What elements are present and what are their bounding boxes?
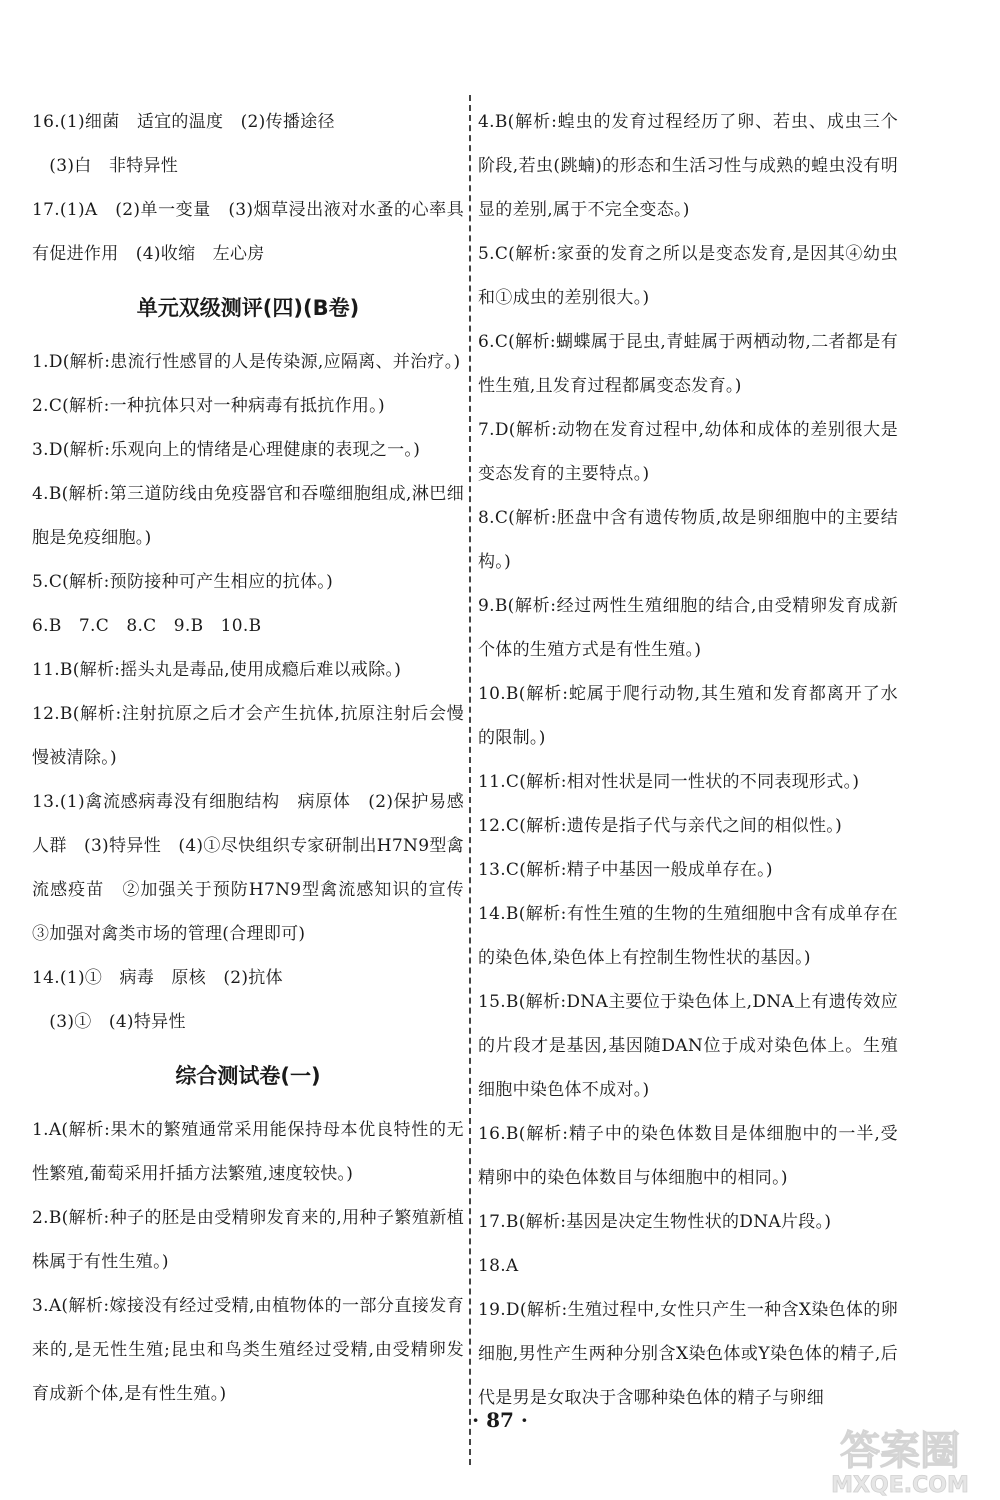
column-divider bbox=[469, 95, 471, 1465]
answer-item: 14.(1)① 病毒 原核 (2)抗体 bbox=[32, 968, 283, 988]
answer-item: (3)① (4)特异性 bbox=[32, 1012, 186, 1032]
left-column bbox=[32, 100, 482, 1416]
right-column bbox=[478, 100, 898, 1420]
answer-item: 9.B(解析:经过两性生殖细胞的结合,由受精卵发育成新个体的生殖方式是有性生殖。) bbox=[478, 596, 898, 660]
answer-item: 5.C(解析:家蚕的发育之所以是变态发育,是因其④幼虫和①成虫的差别很大。) bbox=[478, 244, 898, 308]
watermark-logo bbox=[805, 1420, 995, 1498]
answer-item: 5.C(解析:预防接种可产生相应的抗体。) bbox=[32, 572, 334, 592]
section-heading: 综合测试卷(一) bbox=[175, 1064, 321, 1088]
section-heading: 单元双级测评(四)(B卷) bbox=[136, 296, 360, 320]
answer-item: 6.B 7.C 8.C 9.B 10.B bbox=[32, 616, 262, 636]
answer-item: 11.C(解析:相对性状是同一性状的不同表现形式。) bbox=[478, 772, 860, 792]
answer-item: 19.D(解析:生殖过程中,女性只产生一种含X染色体的卵细胞,男性产生两种分别含X染色体或Y染色体的精子,后代是男是女取决于含哪种染色体的精子与卵细 bbox=[478, 1300, 898, 1408]
answer-item: 16.B(解析:精子中的染色体数目是体细胞中的一半,受精卵中的染色体数目与体细胞中的相同。) bbox=[478, 1124, 898, 1188]
answer-item: 17.(1)A (2)单一变量 (3)烟草浸出液对水蚤的心率具有促进作用 (4)收缩 左心房 bbox=[32, 200, 464, 264]
answer-item: 15.B(解析:DNA主要位于染色体上,DNA上有遗传效应的片段才是基因,基因随DAN位于成对染色体上。生殖细胞中染色体不成对。) bbox=[478, 992, 898, 1100]
answer-item: 1.D(解析:患流行性感冒的人是传染源,应隔离、并治疗。) bbox=[32, 352, 461, 372]
answer-item: 14.B(解析:有性生殖的生物的生殖细胞中含有成单存在的染色体,染色体上有控制生物性状的基因。) bbox=[478, 904, 898, 968]
answer-item: 4.B(解析:蝗虫的发育过程经历了卵、若虫、成虫三个阶段,若虫(跳蝻)的形态和生活习性与成熟的蝗虫没有明显的差别,属于不完全变态。) bbox=[478, 112, 898, 220]
answer-item: 3.D(解析:乐观向上的情绪是心理健康的表现之一。) bbox=[32, 440, 421, 460]
answer-item: 8.C(解析:胚盘中含有遗传物质,故是卵细胞中的主要结构。) bbox=[478, 508, 898, 572]
answer-item: 10.B(解析:蛇属于爬行动物,其生殖和发育都离开了水的限制。) bbox=[478, 684, 898, 748]
answer-item: 13.(1)禽流感病毒没有细胞结构 病原体 (2)保护易感人群 (3)特异性 (4)①尽快组织专家研制出H7N9型禽流感疫苗 ②加强关于预防H7N9型禽流感知识的宣传 ③加强对禽类市场的管理(合理即可) bbox=[32, 792, 482, 944]
answer-item: 7.D(解析:动物在发育过程中,幼体和成体的差别很大是变态发育的主要特点。) bbox=[478, 420, 898, 484]
answer-item: 12.C(解析:遗传是指子代与亲代之间的相似性。) bbox=[478, 816, 843, 836]
answer-item: 11.B(解析:摇头丸是毒品,使用成瘾后难以戒除。) bbox=[32, 660, 402, 680]
page-number: · 87 · bbox=[472, 1408, 528, 1432]
answer-item: 12.B(解析:注射抗原之后才会产生抗体,抗原注射后会慢慢被清除。) bbox=[32, 704, 464, 768]
svg-text:答案圈: 答案圈 bbox=[840, 1428, 960, 1474]
answer-item: 1.A(解析:果木的繁殖通常采用能保持母本优良特性的无性繁殖,葡萄采用扦插方法繁殖,速度较快。) bbox=[32, 1120, 464, 1184]
answer-item: 18.A bbox=[478, 1256, 519, 1276]
answer-item: (3)白 非特异性 bbox=[32, 156, 179, 176]
svg-text:MXQE.COM: MXQE.COM bbox=[831, 1473, 969, 1498]
answer-item: 3.A(解析:嫁接没有经过受精,由植物体的一部分直接发育来的,是无性生殖;昆虫和鸟类生殖经过受精,由受精卵发育成新个体,是有性生殖。) bbox=[32, 1296, 464, 1404]
answer-item: 4.B(解析:第三道防线由免疫器官和吞噬细胞组成,淋巴细胞是免疫细胞。) bbox=[32, 484, 464, 548]
answer-item: 6.C(解析:蝴蝶属于昆虫,青蛙属于两栖动物,二者都是有性生殖,且发育过程都属变态发育。) bbox=[478, 332, 898, 396]
answer-item: 16.(1)细菌 适宜的温度 (2)传播途径 bbox=[32, 112, 335, 132]
answer-item: 2.C(解析:一种抗体只对一种病毒有抵抗作用。) bbox=[32, 396, 385, 416]
answer-item: 17.B(解析:基因是决定生物性状的DNA片段。) bbox=[478, 1212, 832, 1232]
answer-item: 13.C(解析:精子中基因一般成单存在。) bbox=[478, 860, 773, 880]
answer-item: 2.B(解析:种子的胚是由受精卵发育来的,用种子繁殖新植株属于有性生殖。) bbox=[32, 1208, 464, 1272]
